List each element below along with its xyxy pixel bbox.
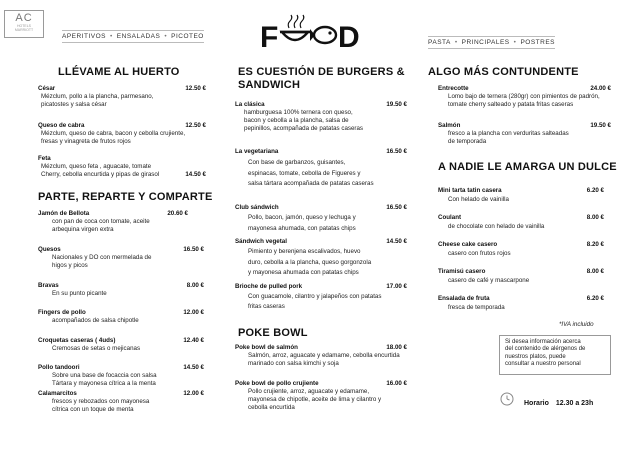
menu-item (38, 122, 206, 146)
allergen-notice (499, 335, 611, 375)
menu-item (438, 294, 604, 312)
menu-item (38, 155, 206, 179)
item-desc: cítrica con un toque de menta (52, 406, 134, 413)
item-price: 8.00 € (186, 282, 204, 289)
brand-letter-f: F (260, 21, 279, 50)
nav-aperitivos[interactable]: APERITIVOS (62, 33, 107, 40)
item-name: Cheese cake casero (438, 241, 498, 248)
item-desc: En su punto picante (52, 290, 107, 297)
menu-item (38, 390, 204, 414)
item-name: Jamón de Bellota (38, 210, 90, 217)
item-name: Mini tarta tatin casera (438, 187, 502, 194)
item-price: 14.50 € (185, 171, 206, 178)
item-desc: mayonesa de chipotle, aceite de lima y cilantro y (248, 396, 382, 403)
section-title-line: ES CUESTIÓN DE BURGERS & (238, 66, 405, 78)
item-desc: Lomo bajo de ternera (280gr) con pimientos de padrón, (448, 93, 600, 100)
item-price: 14.50 € (386, 238, 407, 245)
item-desc: Salmón, arroz, aguacate y edamame, cebolla encurtida (248, 352, 400, 359)
fish-icon (310, 27, 336, 43)
item-desc: espinacas, tomate, cebolla de Figueres y (248, 169, 361, 177)
item-price: 17.00 € (386, 283, 407, 290)
item-price: 19.50 € (386, 101, 407, 108)
item-desc (38, 171, 206, 179)
item-price: 24.00 € (590, 85, 611, 92)
bowl-icon (280, 15, 310, 40)
nav-separator: • (110, 33, 113, 40)
item-price: 6.20 € (586, 187, 604, 194)
item-desc: Tártara y mayonesa cítrica a la menta (52, 380, 156, 387)
nav-separator: • (513, 39, 517, 46)
menu-item (235, 147, 407, 189)
menu-item (38, 337, 204, 353)
item-desc: acompañados de salsa chipotle (52, 317, 139, 324)
menu-item (235, 237, 407, 278)
item-name: Bravas (38, 282, 59, 289)
menu-item (438, 213, 604, 231)
nav-postres[interactable]: POSTRES (520, 39, 555, 46)
section-title-huerto: LLÉVAME AL HUERTO (58, 66, 180, 78)
nav-pasta[interactable]: PASTA (428, 39, 451, 46)
notice-line: nuestros platos, puede (505, 353, 566, 360)
item-name: Queso de cabra (38, 122, 85, 129)
menu-item (438, 85, 611, 109)
item-price: 8.00 € (586, 214, 604, 221)
item-desc: Pimiento y berenjena escalivados, huevo (248, 248, 361, 256)
nav-left (62, 30, 204, 43)
item-price: 14.50 € (183, 364, 204, 371)
item-price: 16.50 € (183, 246, 204, 253)
item-desc: pepinillos, acompañada de patatas caseras (244, 125, 364, 132)
item-name: Quesos (38, 246, 61, 253)
item-name: Poke bowl de salmón (235, 344, 298, 351)
item-name: Entrecotte (438, 85, 469, 92)
item-desc: Con guacamole, cilantro y jalapeños con patatas (248, 293, 382, 301)
notice-line: Si desea información acerca (505, 339, 581, 345)
section-title-comparte: PARTE, REPARTE Y COMPARTE (38, 191, 213, 203)
item-name: Coulant (438, 214, 462, 221)
item-desc: Mézclum, pollo a la plancha, parmesano, (41, 93, 154, 100)
section-title-line: SANDWICH (238, 79, 301, 91)
logo-subtext: MARRIOTT (14, 28, 34, 32)
item-desc: de temporada (448, 138, 487, 145)
logo-mark: AC (15, 12, 33, 24)
menu-item (38, 309, 204, 325)
menu-item (438, 267, 604, 285)
menu-item (438, 240, 604, 258)
item-price: 12.00 € (183, 390, 204, 397)
menu-item (38, 282, 204, 298)
item-name: Poke bowl de pollo crujiente (235, 380, 319, 387)
item-name: Club sándwich (235, 204, 279, 211)
nav-separator: • (454, 39, 458, 46)
item-desc: bacon y cebolla a la plancha, salsa de (244, 117, 349, 124)
item-desc: Con helado de vainilla (448, 196, 509, 203)
item-name: Tiramisú casero (438, 268, 486, 275)
menu-item (38, 246, 204, 270)
item-desc: fritas caseras (248, 302, 285, 310)
menu-item (38, 85, 206, 109)
clock-icon (500, 392, 514, 406)
item-desc: mayonesa ahumada, con patatas chips (248, 224, 356, 232)
item-desc: higos y picos (52, 262, 88, 269)
menu-item (235, 282, 407, 311)
food-logo (258, 14, 368, 50)
nav-ensaladas[interactable]: ENSALADAS (116, 33, 161, 40)
hotel-logo (4, 10, 44, 38)
brand-letter-d: D (338, 21, 360, 50)
item-desc: casero de café y mascarpone (448, 277, 530, 284)
menu-item (38, 210, 188, 234)
item-desc: salsa tártara acompañada de patatas caseras (248, 180, 374, 188)
item-price: 18.00 € (386, 344, 407, 351)
item-desc: Cremosas de setas o mejicanas (52, 345, 141, 352)
item-price: 6.20 € (586, 295, 604, 302)
item-price: 12.00 € (183, 309, 204, 316)
item-name: Salmón (438, 122, 461, 129)
item-desc: Con base de garbanzos, guisantes, (248, 159, 346, 167)
item-name: Calamarcitos (38, 390, 77, 397)
item-desc: Mézclum, queso de cabra, bacon y cebolla crujiente, (41, 130, 186, 137)
item-desc: fresas y vinagreta de frutos rojos (41, 138, 131, 145)
item-price: 20.60 € (167, 210, 188, 217)
item-desc: hamburguesa 100% ternera con queso, (244, 109, 353, 116)
item-desc: Nacionales y DO con mermelada de (52, 254, 152, 261)
item-name: Feta (38, 155, 51, 162)
item-desc: tomate cherry salteado y patata fritas caseras (448, 101, 574, 108)
item-name: Brioche de pulled pork (235, 283, 303, 290)
menu-item (235, 101, 407, 133)
item-desc: picatostes y salsa césar (41, 101, 107, 108)
item-desc: Pollo crujiente, arroz, aguacate y edamame, (248, 388, 370, 395)
item-name: La vegetariana (235, 148, 279, 155)
item-name: Fingers de pollo (38, 309, 86, 316)
item-name: Ensalada de fruta (438, 295, 490, 302)
notice-line: del contenido de alérgenos de (505, 346, 586, 353)
item-name: Sándwich vegetal (235, 238, 287, 245)
nav-picoteo[interactable]: PICOTEO (171, 33, 204, 40)
item-price: 12.40 € (183, 337, 204, 344)
item-desc: arbequina virgen extra (52, 226, 114, 233)
opening-hours (524, 400, 593, 407)
logo-text: HOTELS (16, 24, 31, 28)
item-name: Croquetas caseras ( 4uds) (38, 337, 116, 344)
menu-item (438, 186, 604, 204)
menu-item (235, 203, 407, 233)
item-name: Pollo tandoori (38, 364, 80, 371)
item-desc: casero con frutos rojos (448, 250, 511, 257)
item-price: 12.50 € (185, 85, 206, 92)
section-title-poke: POKE BOWL (238, 327, 308, 339)
item-name: César (38, 85, 56, 92)
item-desc: duro, cebolla a la plancha, queso gorgonzola (248, 258, 372, 266)
item-desc: Pollo, bacon, jamón, queso y lechuga y (248, 214, 356, 222)
nav-right (428, 36, 555, 49)
item-name: La clásica (235, 101, 265, 108)
nav-principales[interactable]: PRINCIPALES (461, 39, 510, 46)
item-price: 8.20 € (586, 241, 604, 248)
item-desc: cebolla encurtida (248, 404, 295, 411)
item-desc-text: Cherry, cebolla encurtida y pipas de girasol (41, 171, 160, 178)
section-title-burgers (238, 66, 405, 92)
menu-item (438, 122, 611, 146)
item-desc: y mayonesa ahumada con patatas chips (248, 269, 359, 277)
notice-line: consultar a nuestro personal (505, 361, 581, 368)
item-price: 12.50 € (185, 122, 206, 129)
item-price: 16.00 € (386, 380, 407, 387)
section-title-contundente: ALGO MÁS CONTUNDENTE (428, 66, 579, 78)
item-price: 8.00 € (586, 268, 604, 275)
item-desc: fresco a la plancha con verduritas salteadas (448, 130, 569, 137)
item-desc: Sobre una base de focaccia con salsa (52, 372, 157, 379)
menu-item (235, 380, 407, 412)
nav-separator: • (164, 33, 168, 40)
item-desc: fresca de temporada (448, 304, 505, 311)
item-desc: marinado con salsa kimchi y soja (248, 360, 339, 367)
vat-note: *IVA incluido (559, 321, 594, 328)
menu-item (38, 364, 204, 388)
hours-label: Horario (524, 400, 549, 407)
menu-item (235, 344, 407, 368)
item-desc: frescos y rebozados con mayonesa (52, 398, 150, 405)
item-desc: con pan de coca con tomate, aceite (52, 218, 150, 225)
hours-value: 12.30 a 23h (555, 400, 594, 407)
item-price: 16.50 € (386, 148, 407, 155)
section-title-dulce: A NADIE LE AMARGA UN DULCE (438, 161, 617, 173)
item-price: 19.50 € (590, 122, 611, 129)
item-price: 16.50 € (386, 204, 407, 211)
item-desc: Mézclum, queso feta , aguacate, tomate (41, 163, 152, 170)
item-desc: de chocolate con helado de vainilla (448, 223, 545, 230)
